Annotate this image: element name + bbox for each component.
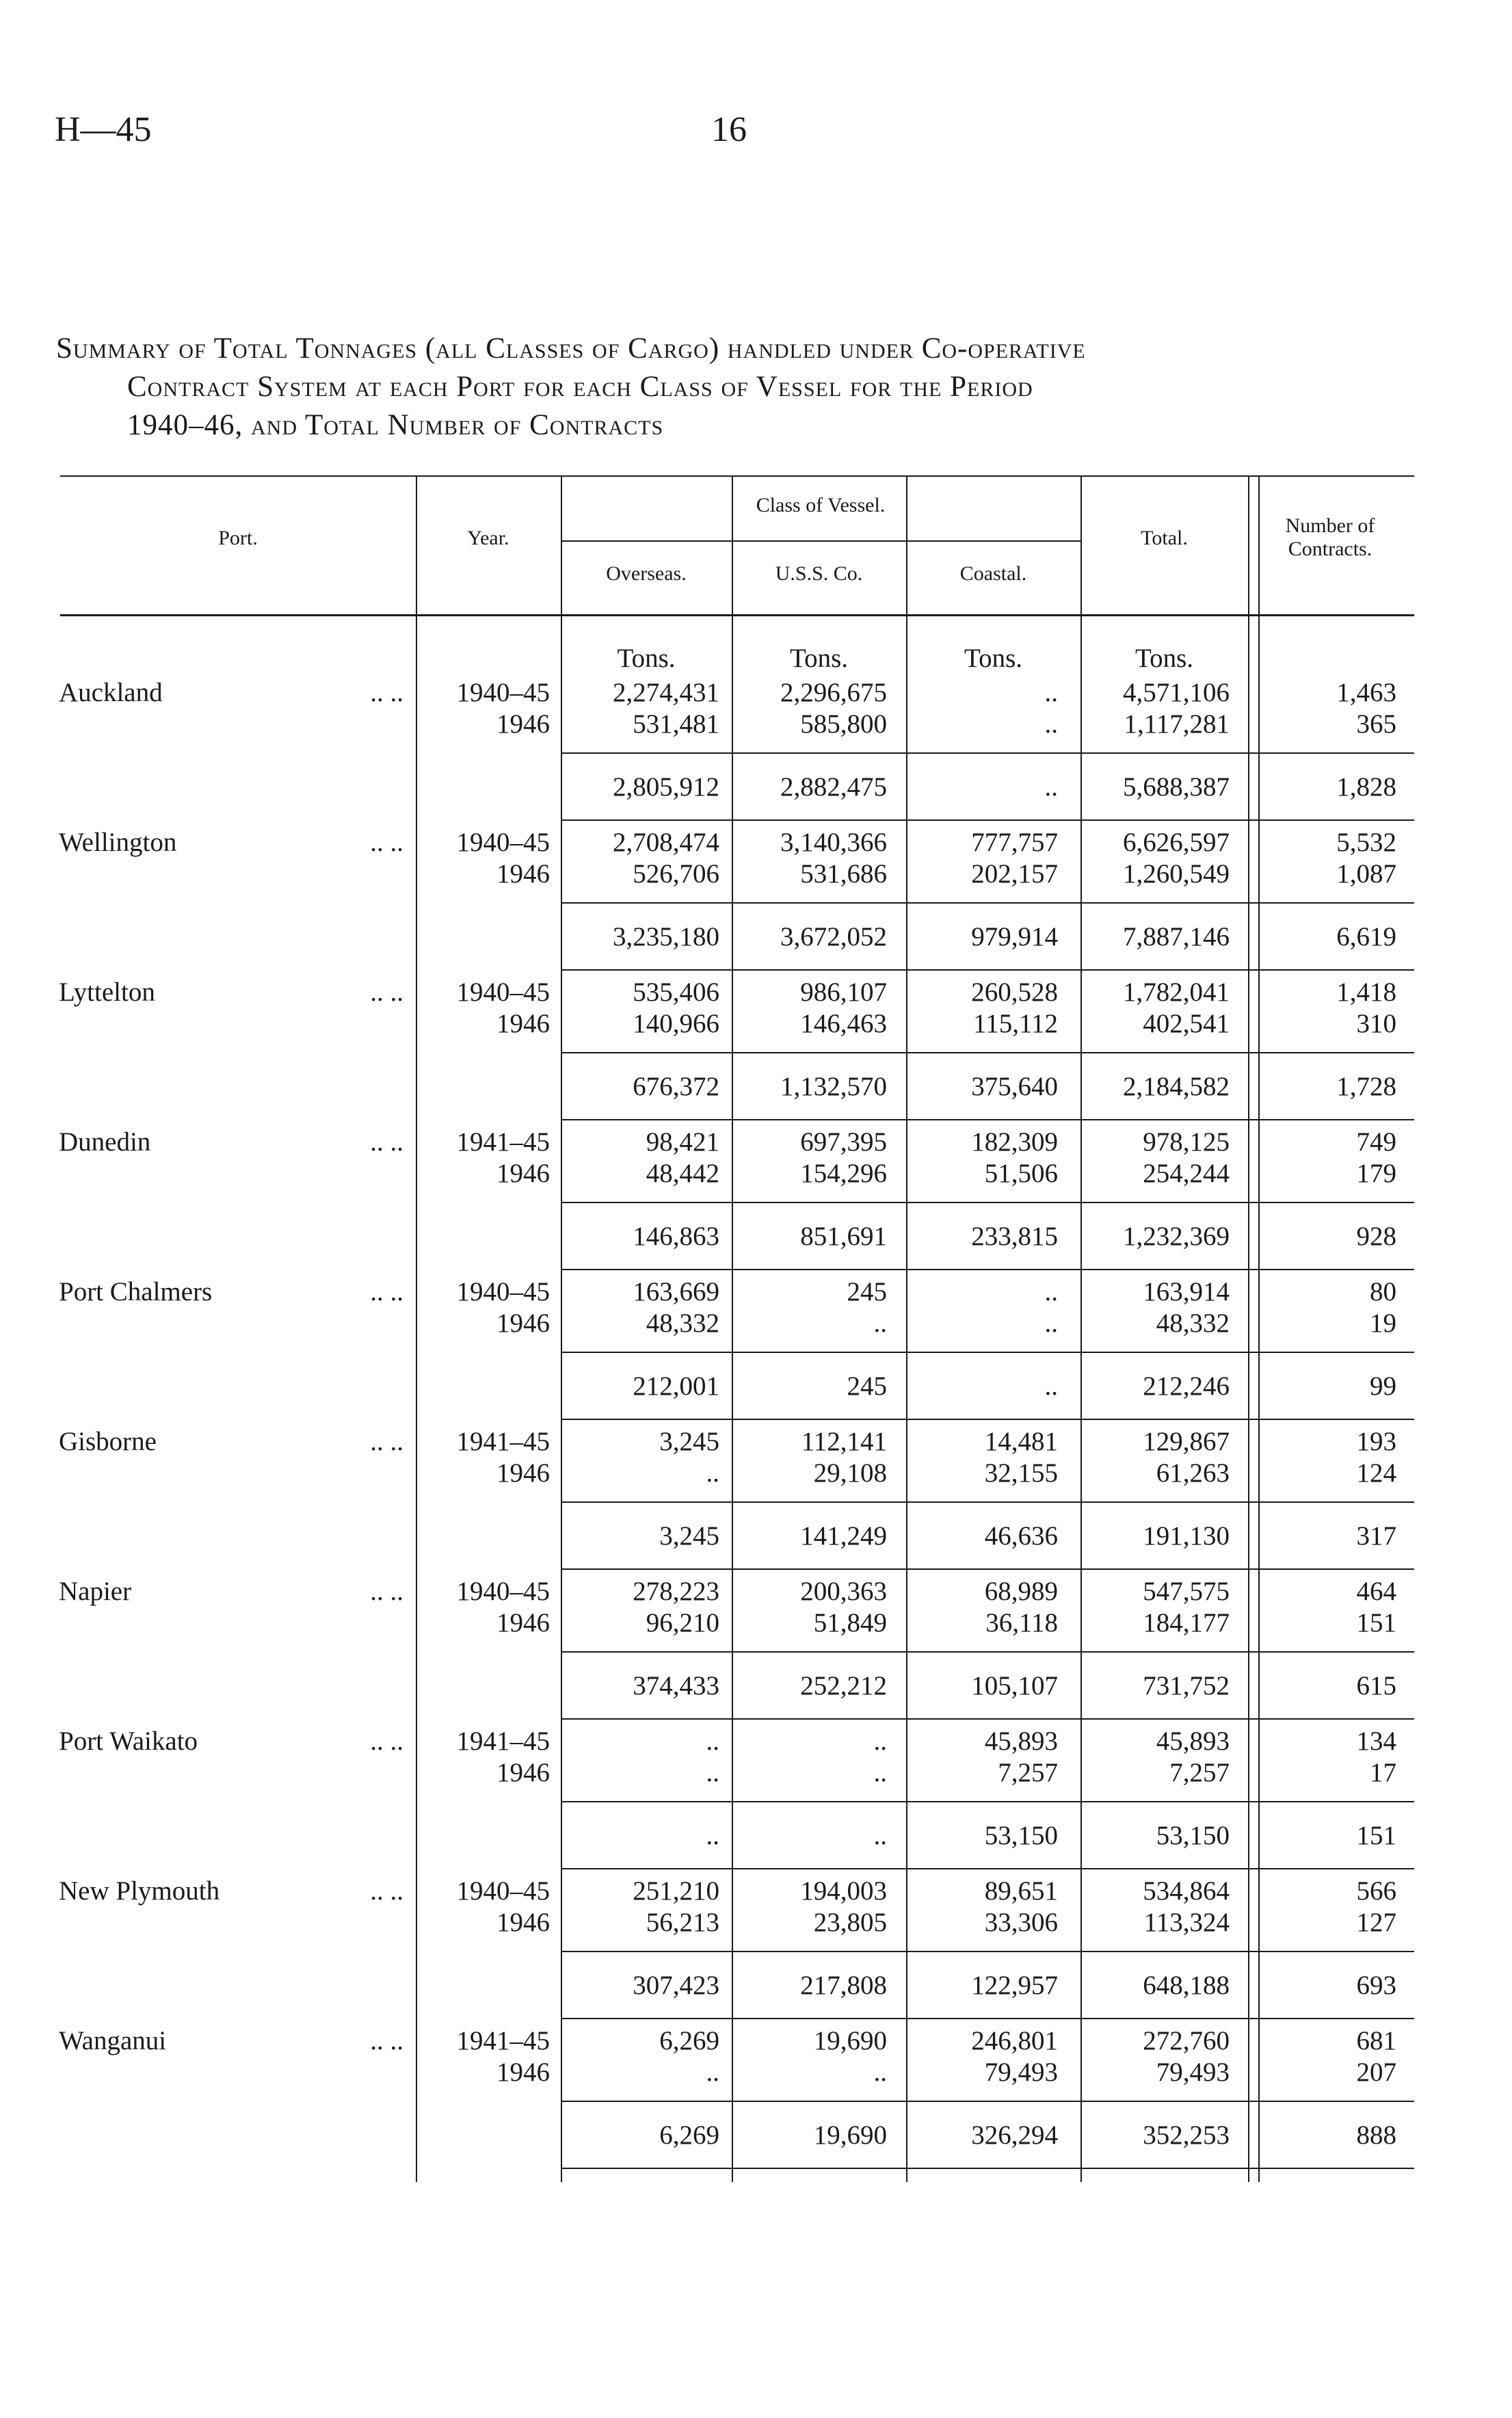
year-cell: 1940–45 (456, 1277, 550, 1306)
year-cell: 1946 (496, 1458, 550, 1488)
year-cell: 1946 (496, 1608, 550, 1638)
uss-cell: .. (873, 1309, 887, 1338)
overseas-subtotal: 146,863 (633, 1222, 719, 1251)
total-cell: 7,257 (1169, 1758, 1230, 1787)
contracts-cell: 681 (1356, 2026, 1396, 2055)
port-name: Dunedin (59, 1127, 151, 1157)
contracts-cell: 207 (1356, 2058, 1396, 2087)
year-cell: 1946 (496, 1758, 550, 1787)
subtotal-bottom-rule (561, 2168, 1414, 2169)
coastal-subtotal: 375,640 (971, 1072, 1058, 1101)
uss-cell: 194,003 (800, 1876, 887, 1906)
contracts-cell: 193 (1356, 1427, 1396, 1456)
year-cell: 1946 (496, 1009, 550, 1038)
uss-cell: 2,296,675 (780, 678, 887, 707)
coastal-cell: 89,651 (984, 1876, 1058, 1906)
port-name: Gisborne (59, 1427, 157, 1456)
contracts-subtotal: 1,728 (1336, 1072, 1396, 1101)
unit-coastal: Tons. (964, 644, 1023, 673)
contracts-cell: 179 (1356, 1159, 1396, 1188)
contracts-cell: 151 (1356, 1608, 1396, 1638)
overseas-cell: .. (706, 1758, 719, 1787)
class-group-rule (561, 540, 1080, 542)
leader-dots: .. .. (370, 1726, 403, 1756)
overseas-cell: 531,481 (633, 709, 719, 739)
subtotal-bottom-rule (561, 969, 1414, 971)
uss-cell: 51,849 (813, 1608, 887, 1638)
coastal-subtotal: 46,636 (984, 1521, 1058, 1551)
total-subtotal: 731,752 (1143, 1671, 1230, 1700)
coastal-cell: 182,309 (971, 1127, 1058, 1157)
total-cell: 45,893 (1156, 1726, 1230, 1756)
year-cell: 1940–45 (456, 977, 550, 1007)
overseas-cell: 140,966 (633, 1009, 719, 1038)
contracts-cell: 134 (1356, 1726, 1396, 1756)
total-subtotal: 7,887,146 (1123, 922, 1230, 951)
total-cell: 79,493 (1156, 2058, 1230, 2087)
title-line-3: 1940–46, and Total Number of Contracts (127, 409, 664, 441)
overseas-cell: 98,421 (646, 1127, 719, 1157)
contracts-cell: 127 (1356, 1908, 1396, 1937)
uss-subtotal: 19,690 (813, 2120, 887, 2150)
overseas-cell: 278,223 (633, 1577, 719, 1606)
leader-dots: .. .. (370, 977, 403, 1007)
subtotal-top-rule (561, 1651, 1414, 1653)
subtotal-bottom-rule (561, 819, 1414, 821)
subtotal-top-rule (561, 1501, 1414, 1503)
total-cell: 978,125 (1143, 1127, 1230, 1157)
uss-subtotal: 141,249 (800, 1521, 887, 1551)
coastal-cell: 777,757 (971, 828, 1058, 857)
coastal-subtotal: 326,294 (971, 2120, 1058, 2150)
uss-cell: .. (873, 1758, 887, 1787)
uss-subtotal: 2,882,475 (780, 772, 887, 802)
total-cell: 1,782,041 (1123, 977, 1230, 1007)
page-number: 16 (711, 110, 747, 149)
year-cell: 1946 (496, 709, 550, 739)
total-cell: 113,324 (1143, 1908, 1230, 1937)
overseas-cell: 2,274,431 (613, 678, 719, 707)
coastal-cell: 36,118 (985, 1608, 1058, 1638)
coastal-cell: 14,481 (984, 1427, 1058, 1456)
subtotal-top-rule (561, 1352, 1414, 1353)
year-cell: 1940–45 (456, 678, 550, 707)
port-name: New Plymouth (59, 1876, 220, 1906)
leader-dots: .. .. (370, 2026, 403, 2055)
contracts-cell: 19 (1370, 1309, 1396, 1338)
year-cell: 1940–45 (456, 1876, 550, 1906)
contracts-subtotal: 317 (1356, 1521, 1396, 1551)
overseas-cell: 163,669 (633, 1277, 719, 1306)
year-cell: 1946 (496, 1309, 550, 1338)
contracts-subtotal: 1,828 (1336, 772, 1396, 802)
uss-cell: 697,395 (800, 1127, 887, 1157)
coastal-cell: .. (1044, 1309, 1058, 1338)
year-cell: 1940–45 (456, 1577, 550, 1606)
subtotal-bottom-rule (561, 1119, 1414, 1120)
contracts-subtotal: 99 (1370, 1371, 1396, 1401)
coastal-cell: 260,528 (971, 977, 1058, 1007)
coastal-subtotal: 233,815 (971, 1222, 1058, 1251)
subtotal-top-rule (561, 1202, 1414, 1203)
overseas-subtotal: 6,269 (659, 2120, 719, 2150)
uss-cell: 154,296 (800, 1159, 887, 1188)
header-coastal: Coastal. (959, 562, 1027, 585)
header-overseas: Overseas. (606, 562, 687, 585)
total-cell: 6,626,597 (1123, 828, 1230, 857)
overseas-cell: 96,210 (646, 1608, 719, 1638)
port-name: Auckland (59, 678, 163, 707)
overseas-cell: .. (706, 2058, 719, 2087)
year-cell: 1941–45 (456, 1427, 550, 1456)
contracts-subtotal: 693 (1356, 1971, 1396, 2000)
overseas-subtotal: 676,372 (633, 1072, 719, 1101)
overseas-cell: .. (706, 1458, 719, 1488)
contracts-subtotal: 6,619 (1336, 922, 1396, 951)
coastal-cell: 68,989 (984, 1577, 1058, 1606)
coastal-subtotal: .. (1044, 1371, 1058, 1401)
overseas-subtotal: 3,235,180 (613, 922, 719, 951)
total-cell: 1,260,549 (1123, 859, 1230, 889)
year-cell: 1946 (496, 2058, 550, 2087)
overseas-subtotal: 3,245 (659, 1521, 719, 1551)
total-cell: 184,177 (1143, 1608, 1230, 1638)
subtotal-bottom-rule (561, 2018, 1414, 2019)
total-subtotal: 5,688,387 (1123, 772, 1230, 802)
total-cell: 534,864 (1143, 1876, 1230, 1906)
total-cell: 1,117,281 (1124, 709, 1230, 739)
overseas-cell: 3,245 (659, 1427, 719, 1456)
column-divider-contracts (1258, 475, 1260, 2182)
title-line-1: Summary of Total Tonnages (all Classes of Cargo) handled under Co-operative (56, 332, 1086, 365)
unit-uss: Tons. (789, 644, 849, 673)
contracts-subtotal: 151 (1356, 1821, 1396, 1850)
uss-cell: 3,140,366 (780, 828, 887, 857)
leader-dots: .. .. (370, 1427, 403, 1456)
subtotal-top-rule (561, 1801, 1414, 1802)
contracts-cell: 749 (1356, 1127, 1396, 1157)
contracts-cell: 17 (1370, 1758, 1396, 1787)
uss-cell: 23,805 (813, 1908, 887, 1937)
header-total: Total. (1141, 527, 1188, 549)
leader-dots: .. .. (370, 828, 403, 857)
header-class-of-vessel: Class of Vessel. (756, 494, 886, 516)
coastal-subtotal: 53,150 (984, 1821, 1058, 1850)
uss-cell: .. (873, 2058, 887, 2087)
coastal-subtotal: 122,957 (971, 1971, 1058, 2000)
title-line-2: Contract System at each Port for each Class of Vessel for the Period (127, 371, 1033, 403)
total-cell: 4,571,106 (1123, 678, 1230, 707)
year-cell: 1941–45 (456, 2026, 550, 2055)
subtotal-top-rule (561, 1052, 1414, 1053)
leader-dots: .. .. (370, 1127, 403, 1157)
year-cell: 1946 (496, 1908, 550, 1937)
uss-cell: 585,800 (800, 709, 887, 739)
coastal-cell: 79,493 (984, 2058, 1058, 2087)
uss-cell: 986,107 (800, 977, 887, 1007)
header-contracts: Number of Contracts. (1285, 514, 1375, 560)
overseas-cell: 48,442 (646, 1159, 719, 1188)
coastal-cell: 246,801 (971, 2026, 1058, 2055)
contracts-cell: 5,532 (1336, 828, 1396, 857)
contracts-subtotal: 928 (1356, 1222, 1396, 1251)
overseas-subtotal: 307,423 (633, 1971, 719, 2000)
leader-dots: .. .. (370, 1577, 403, 1606)
uss-cell: 146,463 (800, 1009, 887, 1038)
uss-cell: .. (873, 1726, 887, 1756)
coastal-cell: 202,157 (971, 859, 1058, 889)
port-name: Port Chalmers (59, 1277, 213, 1306)
total-subtotal: 2,184,582 (1123, 1072, 1230, 1101)
contracts-cell: 1,463 (1336, 678, 1396, 707)
subtotal-top-rule (561, 1951, 1414, 1952)
total-subtotal: 53,150 (1156, 1821, 1230, 1850)
header-top-rule (60, 475, 1414, 477)
contracts-cell: 464 (1356, 1577, 1396, 1606)
subtotal-bottom-rule (561, 1868, 1414, 1869)
contracts-cell: 1,087 (1336, 859, 1396, 889)
total-subtotal: 212,246 (1143, 1371, 1230, 1401)
uss-subtotal: 3,672,052 (780, 922, 887, 951)
overseas-subtotal: 2,805,912 (613, 772, 719, 802)
coastal-cell: 45,893 (984, 1726, 1058, 1756)
page-reference: H—45 (55, 110, 152, 149)
coastal-cell: 33,306 (984, 1908, 1058, 1937)
total-subtotal: 191,130 (1143, 1521, 1230, 1551)
coastal-subtotal: .. (1044, 772, 1058, 802)
overseas-cell: 251,210 (633, 1876, 719, 1906)
subtotal-bottom-rule (561, 1269, 1414, 1270)
uss-subtotal: 1,132,570 (780, 1072, 887, 1101)
total-cell: 163,914 (1143, 1277, 1230, 1306)
subtotal-bottom-rule (561, 1568, 1414, 1570)
total-cell: 254,244 (1143, 1159, 1230, 1188)
uss-subtotal: .. (873, 1821, 887, 1850)
header-year: Year. (467, 527, 509, 549)
coastal-cell: 51,506 (984, 1159, 1058, 1188)
contracts-subtotal: 888 (1356, 2120, 1396, 2150)
total-cell: 48,332 (1156, 1309, 1230, 1338)
coastal-cell: 7,257 (998, 1758, 1058, 1787)
uss-cell: 29,108 (813, 1458, 887, 1488)
uss-cell: 19,690 (813, 2026, 887, 2055)
year-cell: 1940–45 (456, 828, 550, 857)
port-name: Lyttelton (59, 977, 155, 1007)
contracts-cell: 566 (1356, 1876, 1396, 1906)
column-divider (732, 475, 733, 2182)
contracts-cell: 124 (1356, 1458, 1396, 1488)
coastal-subtotal: 105,107 (971, 1671, 1058, 1700)
port-name: Napier (59, 1577, 132, 1606)
column-divider (1080, 475, 1082, 2182)
column-divider (561, 475, 562, 2182)
coastal-cell: 32,155 (984, 1458, 1058, 1488)
column-divider (906, 475, 907, 2182)
subtotal-top-rule (561, 902, 1414, 904)
total-cell: 272,760 (1143, 2026, 1230, 2055)
unit-overseas: Tons. (617, 644, 676, 673)
year-cell: 1941–45 (456, 1127, 550, 1157)
subtotal-top-rule (561, 752, 1414, 754)
total-subtotal: 1,232,369 (1123, 1222, 1230, 1251)
leader-dots: .. .. (370, 1876, 403, 1906)
total-subtotal: 648,188 (1143, 1971, 1230, 2000)
contracts-cell: 1,418 (1336, 977, 1396, 1007)
contracts-subtotal: 615 (1356, 1671, 1396, 1700)
coastal-cell: .. (1044, 709, 1058, 739)
total-cell: 61,263 (1156, 1458, 1230, 1488)
overseas-cell: 2,708,474 (613, 828, 719, 857)
uss-subtotal: 245 (847, 1371, 887, 1401)
overseas-cell: 535,406 (633, 977, 719, 1007)
overseas-cell: 6,269 (659, 2026, 719, 2055)
unit-total: Tons. (1135, 644, 1194, 673)
coastal-cell: 115,112 (973, 1009, 1058, 1038)
subtotal-bottom-rule (561, 1419, 1414, 1420)
year-cell: 1941–45 (456, 1726, 550, 1756)
uss-cell: 112,141 (801, 1427, 887, 1456)
table-title (56, 330, 1424, 445)
total-cell: 402,541 (1143, 1009, 1230, 1038)
subtotal-top-rule (561, 2101, 1414, 2102)
subtotal-bottom-rule (561, 1718, 1414, 1720)
port-name: Wellington (59, 828, 177, 857)
overseas-subtotal: 212,001 (633, 1371, 719, 1401)
overseas-subtotal: 374,433 (633, 1671, 719, 1700)
uss-subtotal: 851,691 (800, 1222, 887, 1251)
leader-dots: .. .. (370, 1277, 403, 1306)
overseas-cell: 56,213 (646, 1908, 719, 1937)
coastal-subtotal: 979,914 (971, 922, 1058, 951)
contracts-cell: 80 (1370, 1277, 1396, 1306)
header-port: Port. (218, 527, 258, 549)
header-bottom-rule (60, 614, 1414, 616)
total-subtotal: 352,253 (1143, 2120, 1230, 2150)
contracts-cell: 310 (1356, 1009, 1396, 1038)
overseas-cell: 526,706 (633, 859, 719, 889)
overseas-cell: .. (706, 1726, 719, 1756)
uss-cell: 200,363 (800, 1577, 887, 1606)
total-cell: 547,575 (1143, 1577, 1230, 1606)
column-divider (416, 475, 417, 2182)
year-cell: 1946 (496, 859, 550, 889)
coastal-cell: .. (1044, 1277, 1058, 1306)
uss-cell: 245 (847, 1277, 887, 1306)
overseas-cell: 48,332 (646, 1309, 719, 1338)
uss-subtotal: 217,808 (800, 1971, 887, 2000)
contracts-cell: 365 (1356, 709, 1396, 739)
year-cell: 1946 (496, 1159, 550, 1188)
uss-cell: 531,686 (800, 859, 887, 889)
uss-subtotal: 252,212 (800, 1671, 887, 1700)
overseas-subtotal: .. (706, 1821, 719, 1850)
column-divider (1248, 475, 1249, 2182)
port-name: Wanganui (59, 2026, 167, 2055)
leader-dots: .. .. (370, 678, 403, 707)
total-cell: 129,867 (1143, 1427, 1230, 1456)
port-name: Port Waikato (59, 1726, 198, 1756)
header-uss: U.S.S. Co. (775, 562, 863, 585)
coastal-cell: .. (1044, 678, 1058, 707)
